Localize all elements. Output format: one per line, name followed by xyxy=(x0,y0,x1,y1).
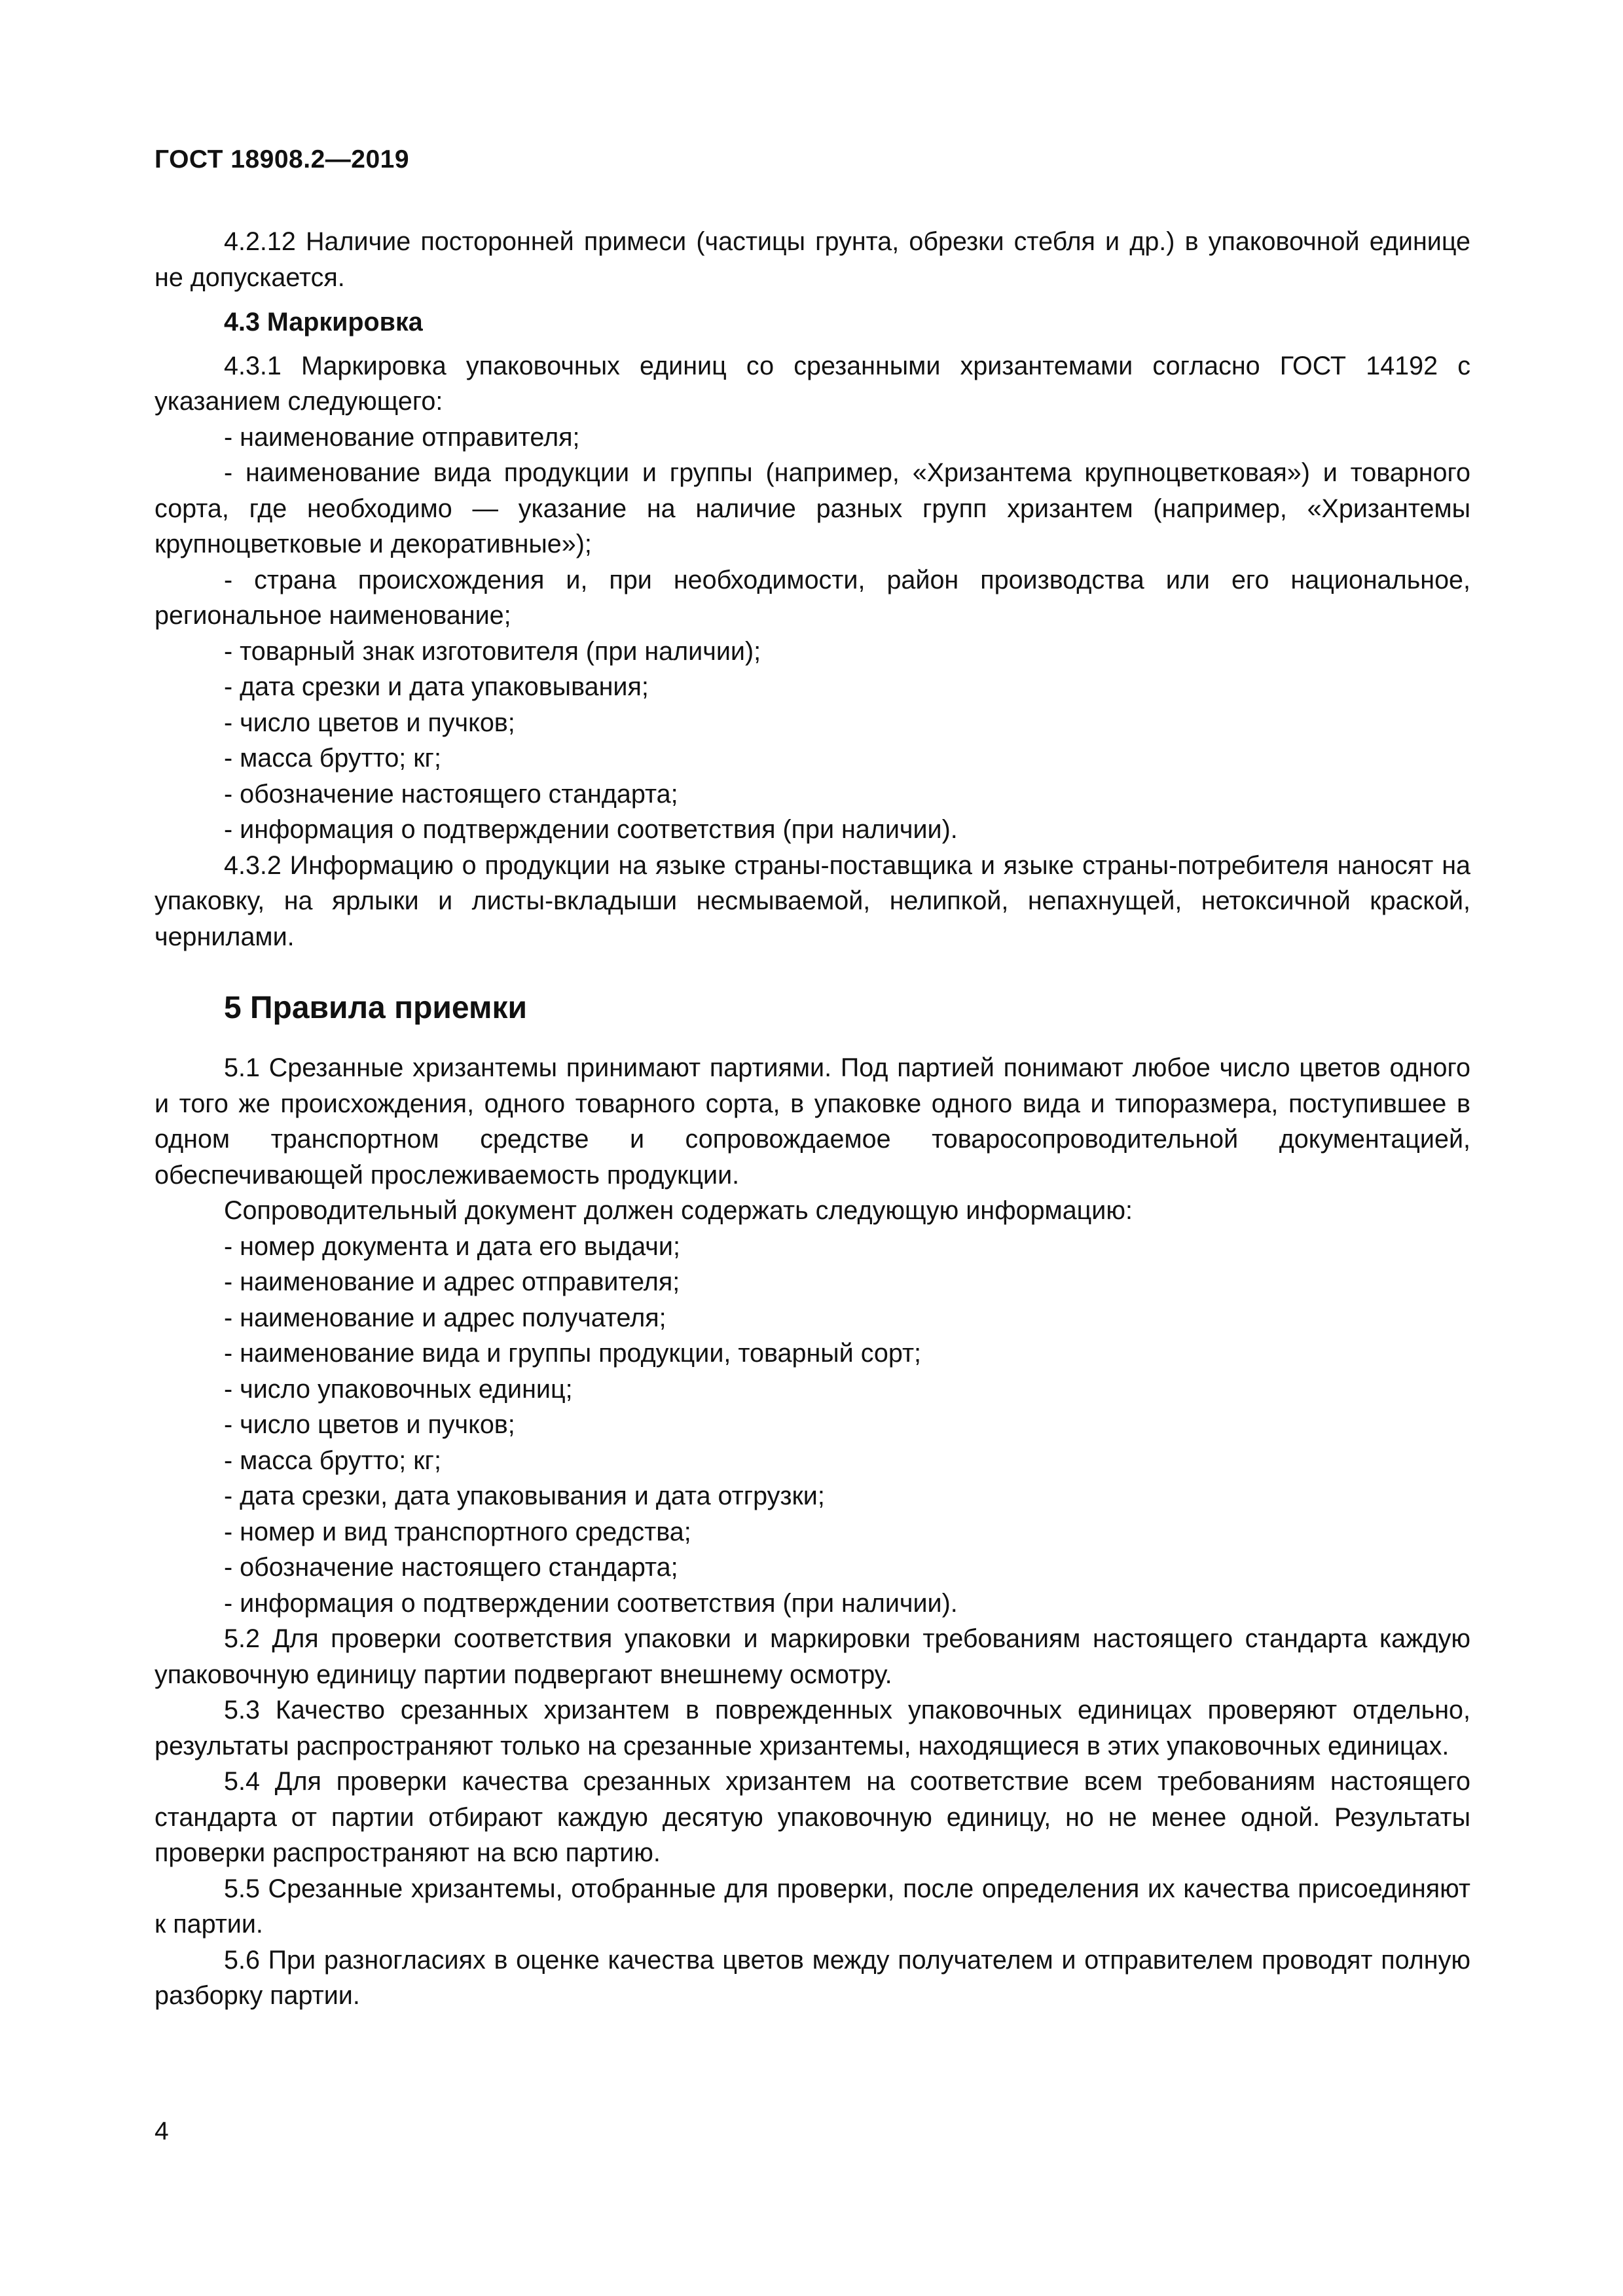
paragraph-4-2-12: 4.2.12 Наличие посторонней примеси (частицы грунта, обрезки стебля и др.) в упаковочной единице не допускается. xyxy=(155,227,1470,292)
list-item: - информация о подтверждении соответствия (при наличии). xyxy=(224,1588,958,1618)
list-item: - дата срезки, дата упаковывания и дата отгрузки; xyxy=(224,1482,825,1510)
list-item: - номер документа и дата его выдачи; xyxy=(224,1231,680,1261)
paragraph-4-3-1: 4.3.1 Маркировка упаковочных единиц со срезанными хризантемами согласно ГОСТ 14192 с указанием следующего: xyxy=(155,351,1470,416)
paragraph-5-2: 5.2 Для проверки соответствия упаковки и маркировки требованиям настоящего стандарта каждую упаковочную единицу партии подвергают внешнему осмотру. xyxy=(155,1624,1470,1689)
list-item: - дата срезки и дата упаковывания; xyxy=(224,672,649,701)
list-item: - обозначение настоящего стандарта; xyxy=(224,779,678,809)
paragraph-5-5: 5.5 Срезанные хризантемы, отобранные для проверки, после определения их качества присоединяют к партии. xyxy=(155,1874,1470,1939)
list-item: - наименование и адрес получателя; xyxy=(224,1303,666,1332)
list-item: - наименование и адрес отправителя; xyxy=(224,1267,680,1296)
list-item: - число цветов и пучков; xyxy=(224,1410,515,1439)
list-item: - наименование вида продукции и группы (например, «Хризантема крупноцветковая») и товарного сорта, где необходимо — указание на наличие разных групп хризантем (например, «Хризантемы крупноцветковые и декоративные»); xyxy=(155,458,1470,558)
list-item: - наименование вида и группы продукции, товарный сорт; xyxy=(224,1339,922,1368)
paragraph-4-3-2: 4.3.2 Информацию о продукции на языке страны-поставщика и языке страны-потребителя наносят на упаковку, на ярлыки и листы-вкладыши несмываемой, нелипкой, непахнущей, нетоксичной краской, чернилами. xyxy=(155,850,1470,951)
list-item: - информация о подтверждении соответствия (при наличии). xyxy=(224,815,958,844)
document-code-header: ГОСТ 18908.2—2019 xyxy=(155,145,410,173)
accompanying-document-intro: Сопроводительный документ должен содержать следующую информацию: xyxy=(224,1196,1133,1225)
list-item: - обозначение настоящего стандарта; xyxy=(224,1553,678,1582)
list-item: - масса брутто; кг; xyxy=(224,1446,441,1475)
page-number: 4 xyxy=(155,2117,169,2145)
paragraph-5-3: 5.3 Качество срезанных хризантем в поврежденных упаковочных единицах проверяют отдельно, результаты распространяют только на срезанные хризантемы, находящиеся в этих упаковочных единицах. xyxy=(155,1696,1470,1760)
paragraph-5-4: 5.4 Для проверки качества срезанных хризантем на соответствие всем требованиям настоящего стандарта от партии отбирают каждую десятую упаковочную единицу, но не менее одной. Результаты проверки распространяют на всю партию. xyxy=(155,1767,1470,1867)
list-item: - страна происхождения и, при необходимости, район производства или его национальное, региональное наименование; xyxy=(155,565,1470,630)
list-item: - число цветов и пучков; xyxy=(224,708,515,737)
list-item: - число упаковочных единиц; xyxy=(224,1374,573,1404)
list-item: - товарный знак изготовителя (при наличии); xyxy=(224,636,761,666)
paragraph-5-1: 5.1 Срезанные хризантемы принимают партиями. Под партией понимают любое число цветов одного и того же происхождения, одного товарного сорта, в упаковке одного вида и типоразмера, поступившее в одном транспортном средстве и сопровождаемое товаросопроводительной документацией, обеспечивающей прослеживаемость продукции. xyxy=(155,1053,1470,1190)
list-item: - масса брутто; кг; xyxy=(224,744,441,773)
subsection-heading-4-3: 4.3 Маркировка xyxy=(224,308,423,337)
document-body xyxy=(155,224,1470,2014)
section-heading-5: 5 Правила приемки xyxy=(224,991,528,1025)
paragraph-5-6: 5.6 При разногласиях в оценке качества цветов между получателем и отправителем проводят полную разборку партии. xyxy=(155,1945,1470,2010)
list-item: - наименование отправителя; xyxy=(224,422,580,452)
list-item: - номер и вид транспортного средства; xyxy=(224,1517,691,1546)
